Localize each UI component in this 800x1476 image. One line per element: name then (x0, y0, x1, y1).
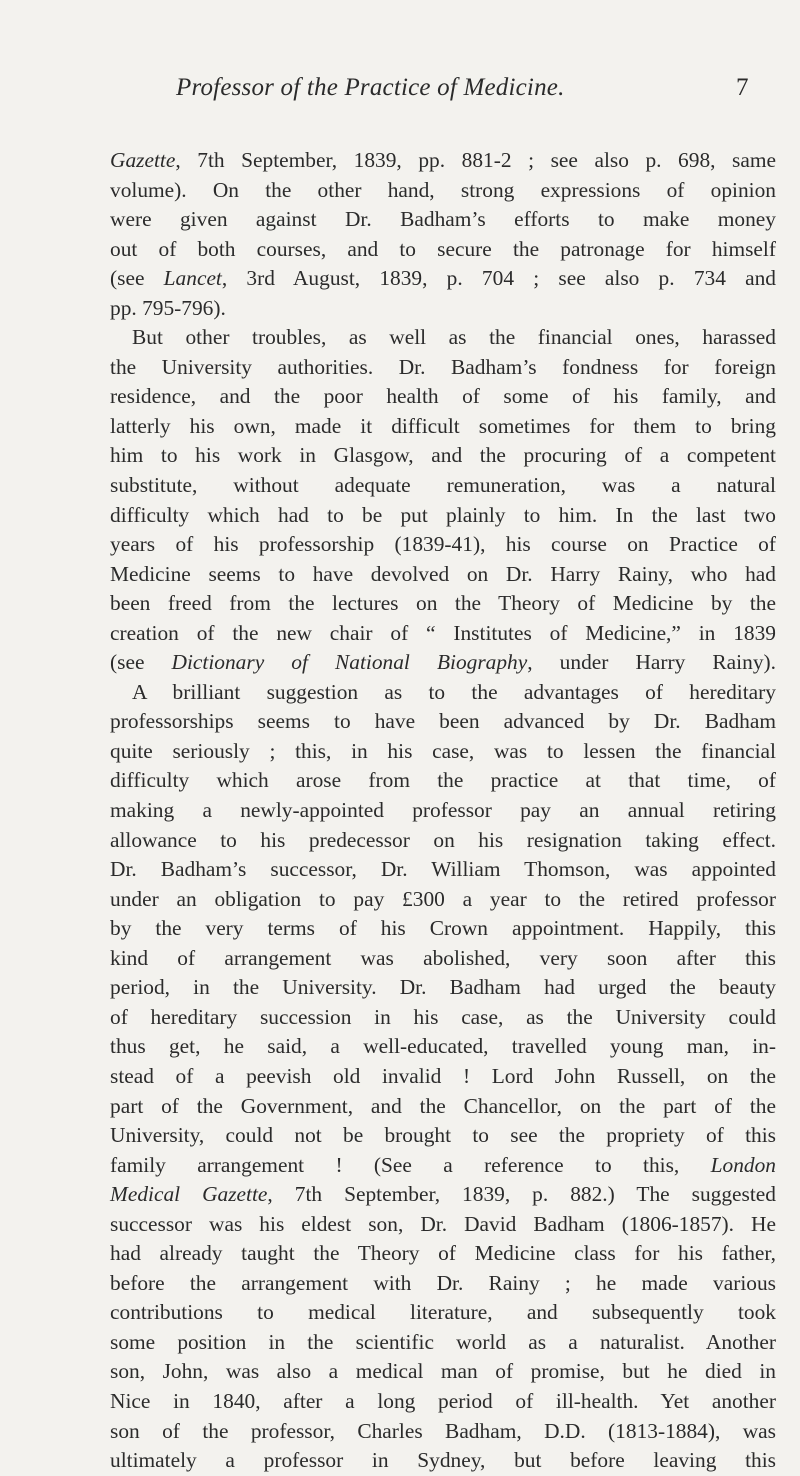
text-run: son, John, was also a medical man of promise, but he died in (110, 1359, 776, 1384)
text-run: substitute, without adequate remuneration, was a natural (110, 473, 776, 498)
text-line (110, 914, 776, 944)
text-run: latterly his own, made it difficult sometimes for them to bring (110, 413, 776, 438)
text-run: , 7th September, 1839, pp. 881-2 ; see also p. 698, same (175, 148, 776, 172)
text-line (110, 1446, 776, 1476)
text-run: residence, and the poor health of some of his family, and (110, 384, 776, 409)
text-line (110, 885, 776, 915)
text-line (110, 1121, 776, 1151)
text-run: , 3rd August, 1839, p. 704 ; see also p. 734 and (221, 266, 776, 291)
text-line (110, 294, 776, 324)
text-line (110, 560, 776, 590)
text-line (110, 1239, 776, 1269)
text-run: (see (110, 650, 172, 675)
text-line (110, 619, 776, 649)
text-run: Dr. Badham’s successor, Dr. William Thomson, was appointed (110, 857, 776, 882)
italic-title: Gazette (110, 148, 176, 172)
text-run: allowance to his predecessor on his resignation taking effect. (110, 827, 776, 852)
text-line (110, 826, 776, 856)
text-run: difficulty which arose from the practice at that time, of (110, 768, 776, 793)
text-run: volume). On the other hand, strong expressions of opinion (110, 177, 776, 202)
text-run: , 7th September, 1839, p. 882.) The suggested (267, 1182, 776, 1207)
text-run: Nice in 1840, after a long period of ill-health. Yet another (110, 1388, 776, 1413)
text-run: Medicine seems to have devolved on Dr. Harry Rainy, who had (110, 561, 776, 586)
text-line (110, 264, 776, 294)
text-line (110, 766, 776, 796)
text-run: of hereditary succession in his case, as the University could (110, 1004, 776, 1029)
text-line (110, 412, 776, 442)
body-text (110, 146, 776, 1476)
text-run: been freed from the lectures on the Theory of Medicine by the (110, 591, 776, 616)
text-run: out of both courses, and to secure the patronage for himself (110, 236, 776, 261)
text-line (110, 1387, 776, 1417)
text-run: thus get, he said, a well-educated, travelled young man, in- (110, 1034, 776, 1059)
text-run: , under Harry Rainy). (527, 650, 776, 675)
text-line (110, 501, 776, 531)
text-line (110, 944, 776, 974)
text-line (110, 441, 776, 471)
text-line (110, 323, 776, 353)
page-number: 7 (736, 74, 749, 101)
text-line (110, 1357, 776, 1387)
text-run: (see (110, 266, 164, 291)
text-run: by the very terms of his Crown appointment. Happily, this (110, 916, 776, 941)
text-line (110, 796, 776, 826)
italic-title: Dictionary of National Biography (171, 650, 528, 675)
text-line (110, 1269, 776, 1299)
text-run: part of the Government, and the Chancellor, on the part of the (110, 1093, 776, 1118)
text-line (110, 176, 776, 206)
italic-title: London (710, 1152, 776, 1177)
text-run: successor was his eldest son, Dr. David Badham (1806-1857). He (110, 1211, 776, 1236)
text-line (110, 648, 776, 678)
text-line (110, 1298, 776, 1328)
text-line (110, 471, 776, 501)
text-run: years of his professorship (1839-41), his course on Practice of (110, 532, 776, 557)
text-line (110, 1032, 776, 1062)
text-run: before the arrangement with Dr. Rainy ; he made various (110, 1270, 776, 1295)
text-run: some position in the scientific world as a naturalist. Another (110, 1329, 776, 1354)
text-run: were given against Dr. Badham’s efforts to make money (110, 207, 776, 232)
text-line (110, 1417, 776, 1447)
text-run: kind of arrangement was abolished, very soon after this (110, 945, 776, 970)
text-run: him to his work in Glasgow, and the procuring of a competent (110, 443, 776, 468)
text-run: had already taught the Theory of Medicine class for his father, (110, 1241, 776, 1266)
text-run: difficulty which had to be put plainly to him. In the last two (110, 502, 776, 527)
text-line (110, 1062, 776, 1092)
text-line (110, 707, 776, 737)
text-line (110, 589, 776, 619)
text-run: the University authorities. Dr. Badham’s fondness for foreign (110, 354, 776, 379)
text-run: period, in the University. Dr. Badham had urged the beauty (110, 975, 776, 1000)
text-line (110, 146, 776, 176)
italic-title: Medical Gazette (110, 1182, 268, 1207)
text-run: under an obligation to pay £300 a year to the retired professor (110, 886, 776, 911)
text-line (110, 1180, 776, 1210)
text-run: A brilliant suggestion as to the advantages of hereditary (132, 679, 776, 704)
text-run: family arrangement ! (See a reference to this, (110, 1152, 711, 1177)
text-line (110, 1151, 776, 1181)
text-line (110, 205, 776, 235)
italic-title: Lancet (163, 266, 222, 291)
text-line (110, 1210, 776, 1240)
text-run: making a newly-appointed professor pay an annual retiring (110, 798, 776, 823)
text-run: ultimately a professor in Sydney, but before leaving this (110, 1448, 776, 1473)
text-line (110, 1092, 776, 1122)
text-line (110, 973, 776, 1003)
text-line (110, 530, 776, 560)
text-run: son of the professor, Charles Badham, D.D. (1813-1884), was (110, 1418, 776, 1443)
text-line (110, 1003, 776, 1033)
text-run: pp. 795-796). (110, 295, 226, 320)
text-line (110, 1328, 776, 1358)
text-run: quite seriously ; this, in his case, was to lessen the financial (110, 738, 776, 763)
text-run: contributions to medical literature, and subsequently took (110, 1300, 776, 1325)
text-line (110, 855, 776, 885)
text-run: But other troubles, as well as the financial ones, harassed (132, 325, 776, 350)
text-line (110, 382, 776, 412)
text-line (110, 737, 776, 767)
running-head: Professor of the Practice of Medicine. (176, 74, 565, 101)
text-line (110, 678, 776, 708)
text-run: stead of a peevish old invalid ! Lord John Russell, on the (110, 1063, 776, 1088)
text-run: creation of the new chair of “ Institutes of Medicine,” in 1839 (110, 620, 776, 645)
text-line (110, 235, 776, 265)
text-run: professorships seems to have been advanced by Dr. Badham (110, 709, 776, 734)
text-run: University, could not be brought to see the propriety of this (110, 1123, 776, 1148)
text-line (110, 353, 776, 383)
